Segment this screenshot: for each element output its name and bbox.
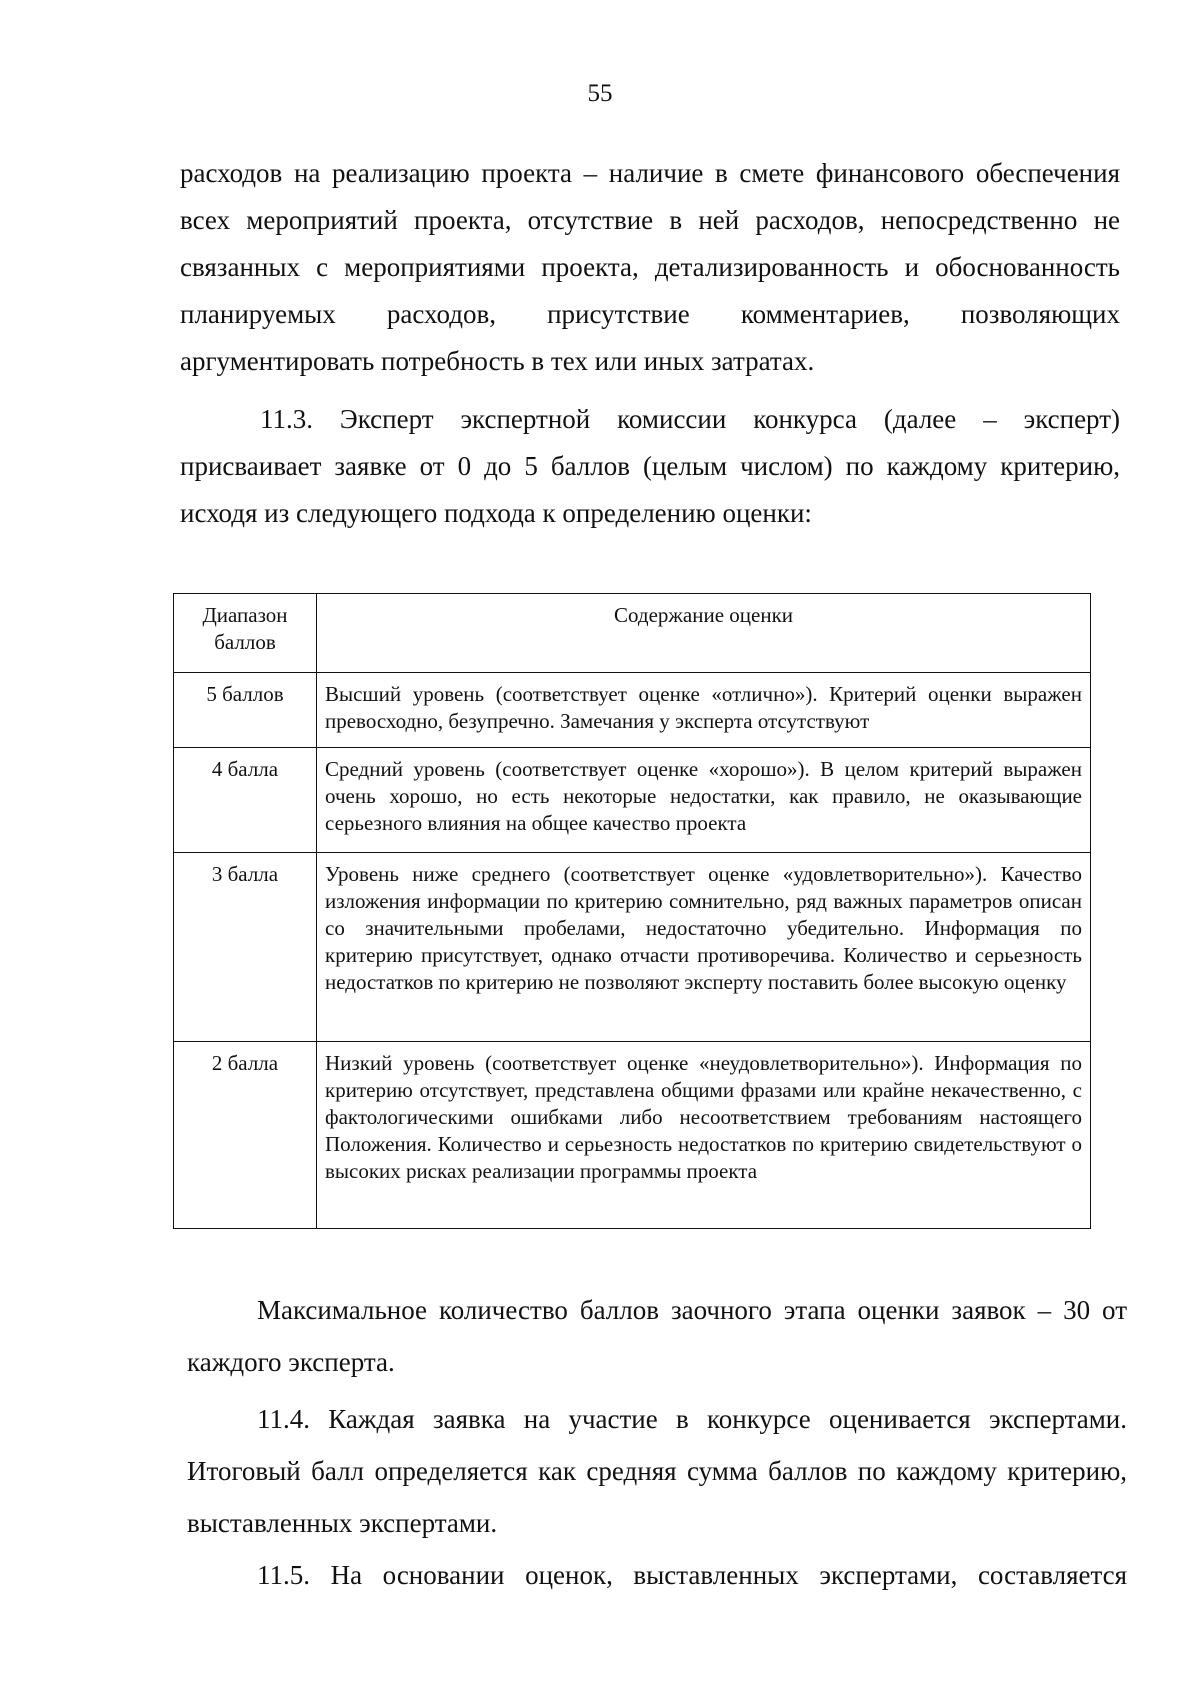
header-range: Диапазон баллов (174, 594, 317, 673)
score-description-cell: Высший уровень (соответствует оценке «отлично»). Критерий оценки выражен превосходно, безупречно. Замечания у эксперта отсутствуют (317, 673, 1091, 748)
paragraph-11-3: 11.3. Эксперт экспертной комиссии конкурса (далее – эксперт) присваивает заявке от 0 до 5 баллов (целым числом) по каждому критерию, исходя из следующего подхода к определению оценки: (180, 404, 1120, 528)
score-description-cell: Средний уровень (соответствует оценке «хорошо»). В целом критерий выражен очень хорошо, но есть некоторые недостатки, как правило, не оказывающие серьезного влияния на общее качество проекта (317, 748, 1091, 853)
table-row (174, 673, 1091, 748)
score-range-cell: 5 баллов (174, 673, 317, 748)
paragraph-max-score: Максимальное количество баллов заочного этапа оценки заявок – 30 от каждого эксперта. (187, 1295, 1127, 1377)
header-content: Содержание оценки (317, 594, 1091, 673)
paragraph-budget-criterion: расходов на реализацию проекта – наличие в смете финансового обеспечения всех мероприятий проекта, отсутствие в ней расходов, непосредственно не связанных с мероприятиями проекта, детализированность и обоснованность планируемых расходов, присутствие комментариев, позволяющих аргументировать потребность в тех или иных затратах. (180, 158, 1120, 376)
scoring-table (173, 593, 1091, 1229)
page-number: 55 (587, 80, 613, 107)
score-range-cell: 3 балла (174, 853, 317, 1042)
score-range-cell: 4 балла (174, 748, 317, 853)
table-row (174, 748, 1091, 853)
table-header-row (174, 594, 1091, 673)
score-description-cell: Низкий уровень (соответствует оценке «неудовлетворительно»). Информация по критерию отсутствует, представлена общими фразами или крайне некачественно, с фактологическими ошибками либо несоответствием требованиям настоящего Положения. Количество и серьезность недостатков по критерию свидетельствуют о высоких рисках реализации программы проекта (317, 1042, 1091, 1229)
score-description-cell: Уровень ниже среднего (соответствует оценке «удовлетворительно»). Качество изложения информации по критерию сомнительно, ряд важных параметров описан со значительными пробелами, недостаточно убедительно. Информация по критерию присутствует, однако отчасти противоречива. Количество и серьезность недостатков по критерию не позволяют эксперту поставить более высокую оценку (317, 853, 1091, 1042)
paragraph-11-5: 11.5. На основании оценок, выставленных экспертами, составляется (257, 1560, 1127, 1590)
score-range-cell: 2 балла (174, 1042, 317, 1229)
table-row (174, 853, 1091, 1042)
paragraph-11-4: 11.4. Каждая заявка на участие в конкурсе оценивается экспертами. Итоговый балл определяется как средняя сумма баллов по каждому критерию, выставленных экспертами. (187, 1404, 1127, 1538)
table-row (174, 1042, 1091, 1229)
